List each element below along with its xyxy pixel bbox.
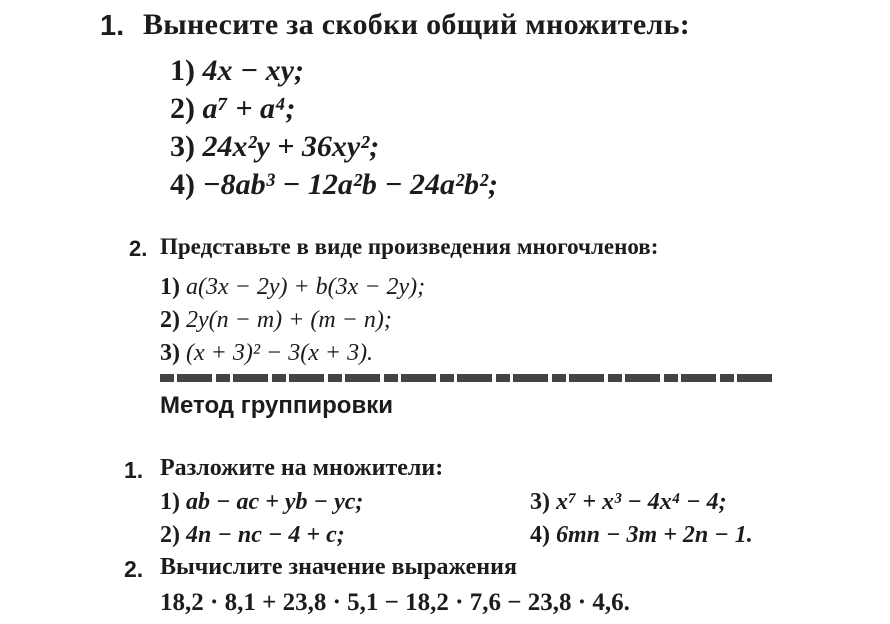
task-1-number: 1.	[100, 10, 125, 42]
task-1-item-4: 4) −8ab³ − 12a²b − 24a²b²;	[170, 168, 499, 201]
task-1-item-2: 2) a⁷ + a⁴;	[170, 92, 296, 125]
task-4-expression: 18,2 · 8,1 + 23,8 · 5,1 − 18,2 · 7,6 − 23,8 · 4,6.	[160, 589, 630, 616]
task-2-item-3: 3) (x + 3)² − 3(x + 3).	[160, 340, 374, 366]
task-1-block	[0, 0, 890, 210]
section-heading: Метод группировки	[160, 392, 393, 419]
task-3-item-3: 3) x⁷ + x³ − 4x⁴ − 4;	[530, 489, 727, 515]
task-3-title: Разложите на множители:	[160, 455, 444, 481]
task-1-title: Вынесите за скобки общий множитель:	[143, 8, 691, 41]
task-4-title: Вычислите значение выражения	[160, 554, 517, 580]
cropped-text-strip	[160, 374, 775, 382]
task-4-number: 2.	[124, 556, 144, 582]
task-3-item-1: 1) ab − ac + yb − yc;	[160, 489, 364, 515]
task-3-number: 1.	[124, 457, 144, 483]
task-2-number: 2.	[129, 236, 148, 261]
task-1-item-3: 3) 24x²y + 36xy²;	[170, 130, 380, 163]
task-3-item-2: 2) 4n − nc − 4 + c;	[160, 522, 345, 548]
task-1-item-1: 1) 4x − xy;	[170, 54, 304, 87]
task-2-item-1: 1) a(3x − 2y) + b(3x − 2y);	[160, 274, 426, 300]
task-2-block	[0, 210, 890, 380]
task-3-item-4: 4) 6mn − 3m + 2n − 1.	[530, 522, 753, 548]
task-2-item-2: 2) 2y(n − m) + (m − n);	[160, 307, 392, 333]
task-2-title: Представьте в виде произведения многочленов:	[160, 234, 659, 259]
